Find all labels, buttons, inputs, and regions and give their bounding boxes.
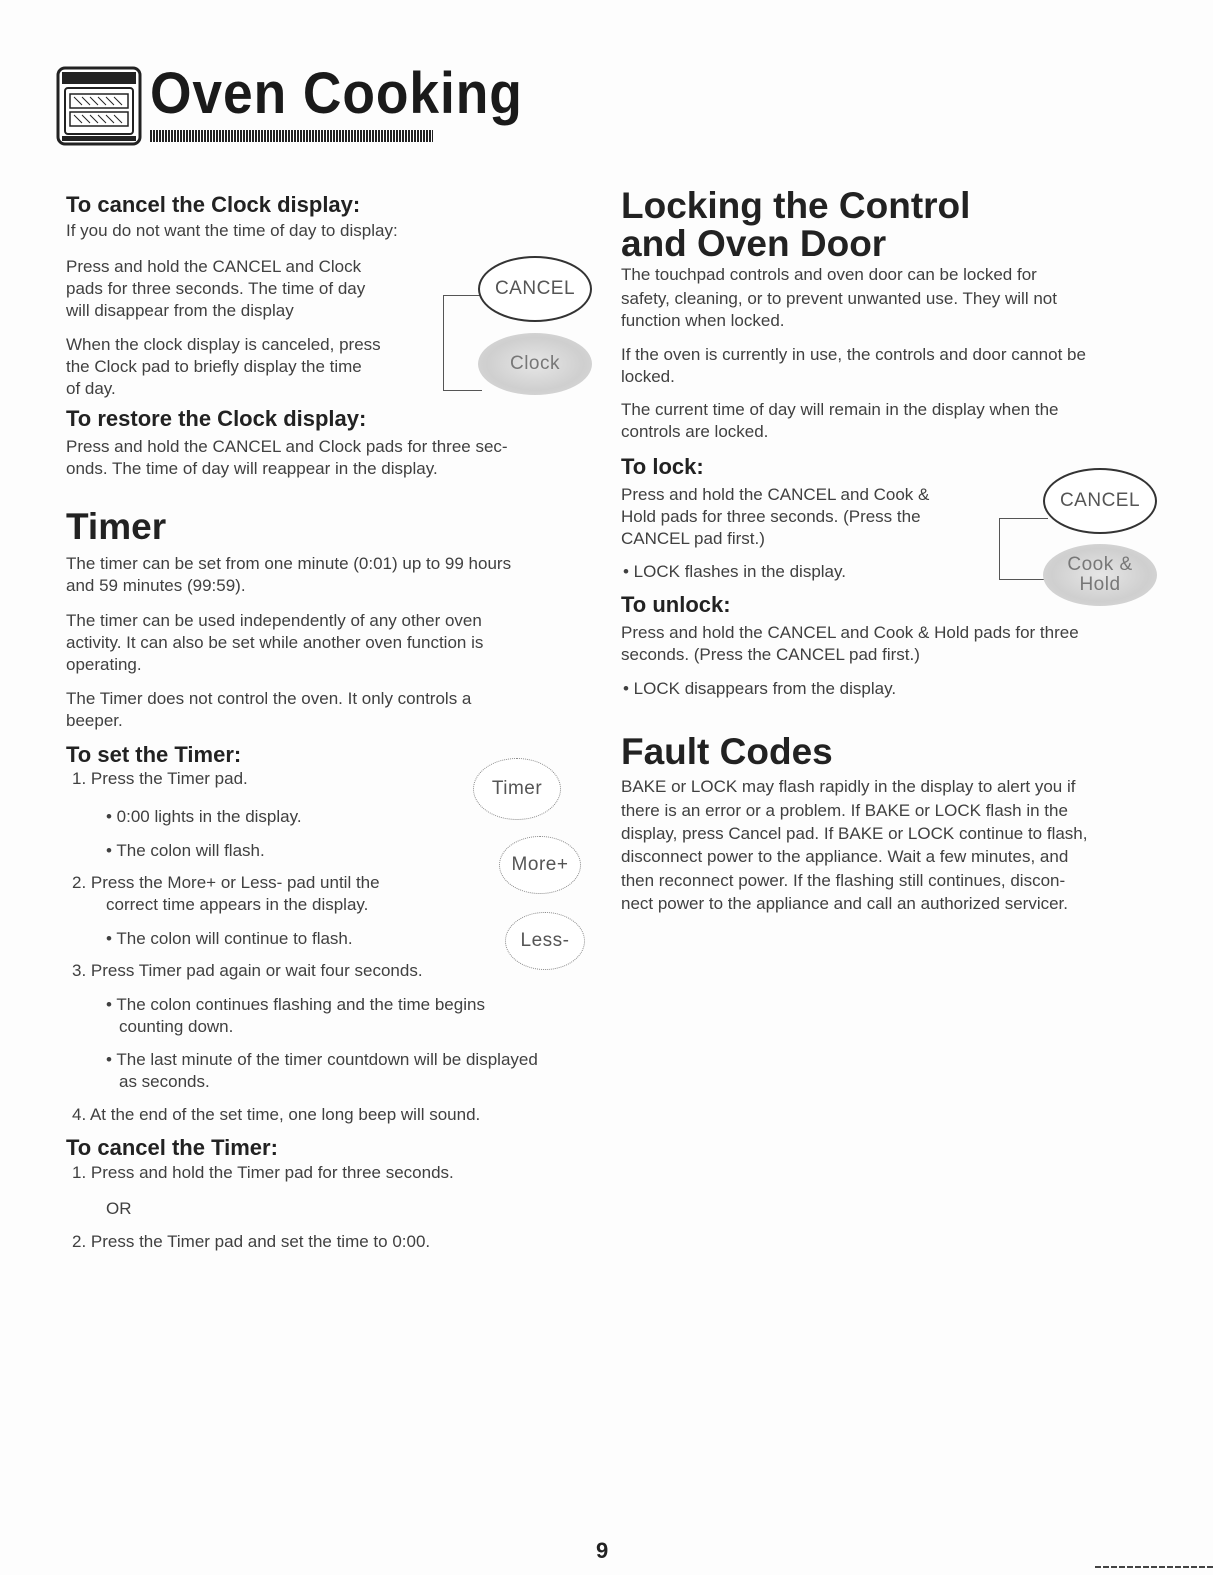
set-timer-step-3-bullet-2-line-1: • The last minute of the timer countdown will be displayed bbox=[106, 1050, 538, 1069]
locking-p2-line-2: locked. bbox=[621, 367, 675, 386]
set-timer-step-2-line-1: 2. Press the More+ or Less- pad until the bbox=[72, 873, 380, 892]
lock-heading: To lock: bbox=[621, 454, 704, 479]
oven-icon bbox=[56, 66, 142, 146]
set-timer-step-3: 3. Press Timer pad again or wait four seconds. bbox=[72, 961, 423, 980]
timer-p2-line-1: The timer can be used independently of any other oven bbox=[66, 611, 482, 630]
unlock-heading: To unlock: bbox=[621, 592, 731, 617]
locking-p3-line-2: controls are locked. bbox=[621, 422, 769, 441]
fault-line-4: disconnect power to the appliance. Wait a few minutes, and bbox=[621, 847, 1069, 866]
set-timer-step-3-bullet-1-line-1: • The colon continues flashing and the time begins bbox=[106, 995, 485, 1014]
timer-p1-line-1: The timer can be set from one minute (0:01) up to 99 hours bbox=[66, 554, 512, 573]
timer-p2-line-3: operating. bbox=[66, 655, 142, 674]
fault-codes-heading: Fault Codes bbox=[621, 731, 833, 772]
cancel-clock-line-6: of day. bbox=[66, 379, 116, 398]
cancel-clock-bracket bbox=[443, 295, 482, 391]
locking-p1-line-2: safety, cleaning, or to prevent unwanted use. They will not bbox=[621, 289, 1057, 308]
cook-hold-pad-label-1: Cook & bbox=[1067, 554, 1133, 575]
cancel-clock-line-2: pads for three seconds. The time of day bbox=[66, 279, 366, 298]
set-timer-heading: To set the Timer: bbox=[66, 742, 242, 767]
set-timer-step-2-bullet-1: • The colon will continue to flash. bbox=[106, 929, 353, 948]
unlock-line-1: Press and hold the CANCEL and Cook & Hold pads for three bbox=[621, 623, 1079, 642]
timer-heading: Timer bbox=[66, 506, 167, 547]
cook-hold-pad bbox=[1043, 544, 1157, 606]
cancel-timer-or: OR bbox=[106, 1199, 132, 1218]
restore-clock-heading: To restore the Clock display: bbox=[66, 406, 367, 431]
fault-line-1: BAKE or LOCK may flash rapidly in the display to alert you if bbox=[621, 777, 1076, 796]
locking-p3-line-1: The current time of day will remain in the display when the bbox=[621, 400, 1059, 419]
unlock-line-2: seconds. (Press the CANCEL pad first.) bbox=[621, 645, 920, 664]
locking-p1-line-3: function when locked. bbox=[621, 311, 785, 330]
set-timer-step-1: 1. Press the Timer pad. bbox=[72, 769, 248, 788]
cancel-clock-intro: If you do not want the time of day to display: bbox=[66, 221, 398, 240]
bottom-rule bbox=[1095, 1566, 1213, 1568]
set-timer-step-4: 4. At the end of the set time, one long beep will sound. bbox=[72, 1105, 481, 1124]
lock-line-1: Press and hold the CANCEL and Cook & bbox=[621, 485, 930, 504]
locking-p2-line-1: If the oven is currently in use, the controls and door cannot be bbox=[621, 345, 1086, 364]
cancel-timer-step-2: 2. Press the Timer pad and set the time to 0:00. bbox=[72, 1232, 431, 1251]
lock-line-2: Hold pads for three seconds. (Press the bbox=[621, 507, 921, 526]
timer-pad: Timer bbox=[473, 758, 561, 820]
set-timer-step-2-line-2: correct time appears in the display. bbox=[106, 895, 369, 914]
cook-hold-pad-label-2: Hold bbox=[1079, 574, 1121, 595]
locking-heading-line-2: and Oven Door bbox=[621, 223, 887, 264]
lock-line-3: CANCEL pad first.) bbox=[621, 529, 765, 548]
timer-p3-line-1: The Timer does not control the oven. It only controls a bbox=[66, 689, 472, 708]
less-pad: Less- bbox=[505, 912, 585, 970]
lock-bullet: • LOCK flashes in the display. bbox=[623, 562, 846, 581]
cancel-clock-line-3: will disappear from the display bbox=[66, 301, 294, 320]
set-timer-step-3-bullet-2-line-2: as seconds. bbox=[119, 1072, 210, 1091]
timer-p1-line-2: and 59 minutes (99:59). bbox=[66, 576, 246, 595]
fault-line-5: then reconnect power. If the flashing still continues, discon- bbox=[621, 871, 1066, 890]
cancel-clock-line-4: When the clock display is canceled, press bbox=[66, 335, 381, 354]
locking-heading-line-1: Locking the Control bbox=[621, 185, 971, 226]
cancel-timer-heading: To cancel the Timer: bbox=[66, 1135, 278, 1160]
clock-pad: Clock bbox=[478, 333, 592, 395]
fault-line-3: display, press Cancel pad. If BAKE or LOCK continue to flash, bbox=[621, 824, 1088, 843]
cancel-pad-right: CANCEL bbox=[1043, 468, 1157, 534]
more-pad: More+ bbox=[499, 836, 581, 894]
restore-clock-line-1: Press and hold the CANCEL and Clock pads for three sec- bbox=[66, 437, 508, 456]
lock-bracket bbox=[999, 518, 1048, 580]
fault-line-6: nect power to the appliance and call an authorized servicer. bbox=[621, 894, 1068, 913]
page-title: Oven Cooking bbox=[150, 61, 523, 126]
cancel-clock-heading: To cancel the Clock display: bbox=[66, 192, 361, 217]
set-timer-step-1-bullet-1: • 0:00 lights in the display. bbox=[106, 807, 302, 826]
fault-line-2: there is an error or a problem. If BAKE or LOCK flash in the bbox=[621, 801, 1068, 820]
locking-p1-line-1: The touchpad controls and oven door can be locked for bbox=[621, 265, 1037, 284]
cancel-clock-line-1: Press and hold the CANCEL and Clock bbox=[66, 257, 362, 276]
set-timer-step-1-bullet-2: • The colon will flash. bbox=[106, 841, 265, 860]
cancel-clock-line-5: the Clock pad to briefly display the time bbox=[66, 357, 362, 376]
timer-p2-line-2: activity. It can also be set while another oven function is bbox=[66, 633, 484, 652]
set-timer-step-3-bullet-1-line-2: counting down. bbox=[119, 1017, 234, 1036]
cancel-timer-step-1: 1. Press and hold the Timer pad for three seconds. bbox=[72, 1163, 454, 1182]
page-number: 9 bbox=[596, 1538, 609, 1563]
restore-clock-line-2: onds. The time of day will reappear in the display. bbox=[66, 459, 438, 478]
unlock-bullet: • LOCK disappears from the display. bbox=[623, 679, 897, 698]
cancel-pad-left: CANCEL bbox=[478, 256, 592, 322]
title-rule bbox=[150, 130, 433, 142]
timer-p3-line-2: beeper. bbox=[66, 711, 123, 730]
